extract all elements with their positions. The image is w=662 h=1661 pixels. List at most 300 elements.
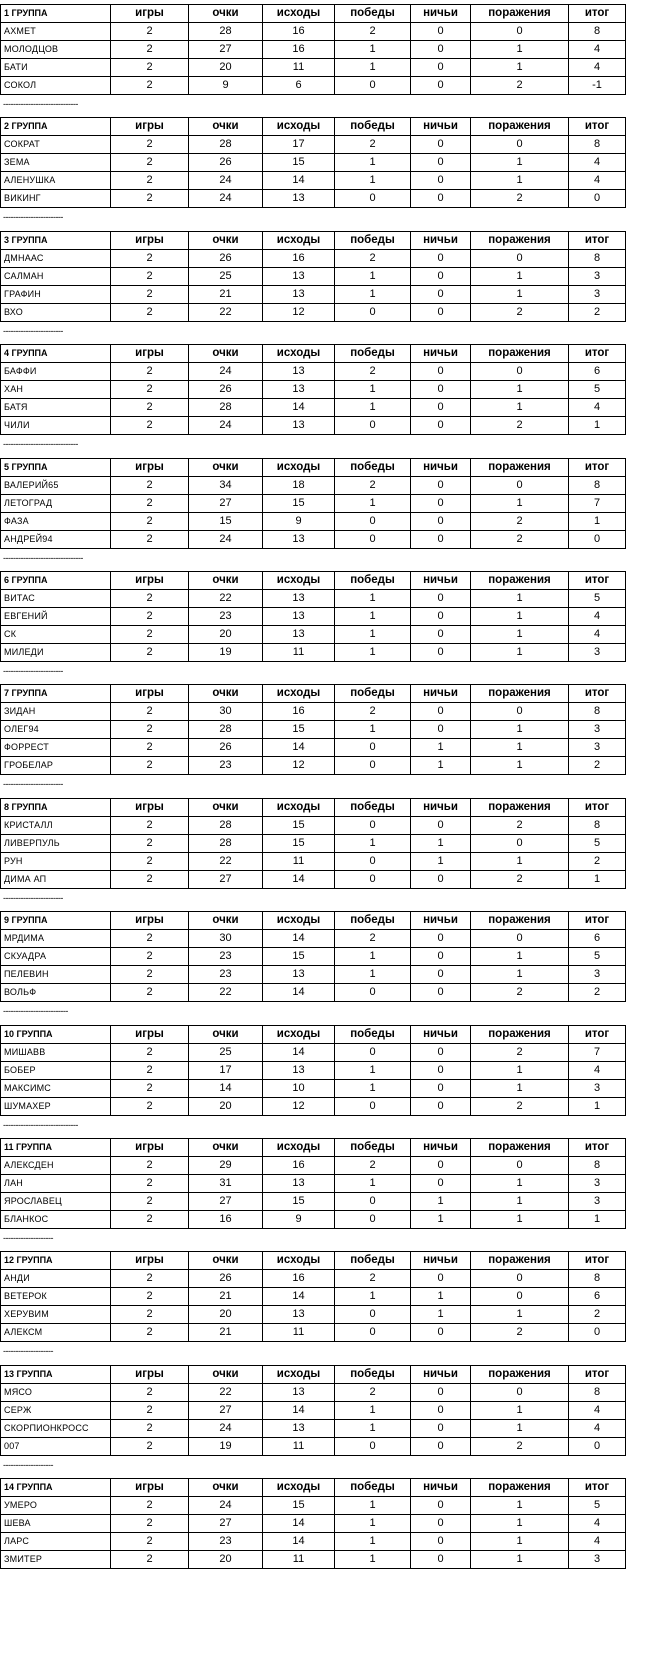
column-header: итог	[569, 1252, 626, 1270]
table-row	[1, 136, 626, 154]
stat-cell: 2	[335, 703, 411, 721]
stat-cell: 14	[263, 1043, 335, 1061]
table-row	[1, 930, 626, 948]
column-header: ничьи	[411, 118, 471, 136]
stat-cell: 13	[263, 966, 335, 984]
stat-cell: 1	[411, 1193, 471, 1211]
stat-cell: 15	[263, 948, 335, 966]
table-row	[1, 476, 626, 494]
stat-cell: 1	[471, 721, 569, 739]
column-header: игры	[111, 1365, 189, 1383]
stat-cell: 14	[263, 930, 335, 948]
stat-cell: 0	[471, 136, 569, 154]
stat-cell: 9	[263, 1211, 335, 1229]
column-header: поражения	[471, 912, 569, 930]
stat-cell: 1	[471, 1533, 569, 1551]
stat-cell: 0	[411, 1551, 471, 1569]
column-header: поражения	[471, 1252, 569, 1270]
column-header: итог	[569, 912, 626, 930]
stat-cell: 0	[411, 1079, 471, 1097]
stat-cell: 11	[263, 1551, 335, 1569]
column-header: победы	[335, 1479, 411, 1497]
stat-cell: 2	[471, 1097, 569, 1115]
stat-cell: 1	[471, 41, 569, 59]
stat-cell: 1	[471, 608, 569, 626]
stat-cell: 1	[471, 399, 569, 417]
stat-cell: 0	[471, 476, 569, 494]
stat-cell: 25	[189, 267, 263, 285]
player-name: ПЕЛЕВИН	[1, 966, 111, 984]
group-title: 3 ГРУППА	[1, 231, 111, 249]
table-row	[1, 77, 626, 95]
group-title: 1 ГРУППА	[1, 5, 111, 23]
player-name: УМЕРО	[1, 1497, 111, 1515]
stat-cell: 1	[471, 948, 569, 966]
column-header: итог	[569, 798, 626, 816]
column-header: игры	[111, 345, 189, 363]
stat-cell: 2	[111, 41, 189, 59]
group-table	[0, 344, 626, 435]
stat-cell: 0	[411, 494, 471, 512]
player-name: МИШАВВ	[1, 1043, 111, 1061]
stat-cell: 8	[569, 476, 626, 494]
stat-cell: 1	[411, 1288, 471, 1306]
stat-cell: 2	[111, 494, 189, 512]
player-name: САЛМАН	[1, 267, 111, 285]
group-separator: ------------------------------	[3, 99, 78, 109]
stat-cell: 13	[263, 530, 335, 548]
stat-cell: 13	[263, 363, 335, 381]
stat-cell: 3	[569, 267, 626, 285]
stat-cell: 0	[335, 852, 411, 870]
stat-cell: 24	[189, 1497, 263, 1515]
stat-cell: 0	[335, 757, 411, 775]
stat-cell: 12	[263, 757, 335, 775]
stat-cell: 2	[111, 1270, 189, 1288]
stat-cell: 2	[111, 303, 189, 321]
player-name: ЗМИТЕР	[1, 1551, 111, 1569]
stat-cell: 9	[189, 77, 263, 95]
stat-cell: 0	[411, 1437, 471, 1455]
player-name: ГРОБЕЛАР	[1, 757, 111, 775]
column-header: итог	[569, 1139, 626, 1157]
stat-cell: 34	[189, 476, 263, 494]
stat-cell: 28	[189, 399, 263, 417]
table-row	[1, 1419, 626, 1437]
stat-cell: 1	[411, 1306, 471, 1324]
column-header: поражения	[471, 798, 569, 816]
stat-cell: 1	[335, 1533, 411, 1551]
column-header: исходы	[263, 345, 335, 363]
stat-cell: 2	[471, 984, 569, 1002]
stat-cell: 1	[411, 834, 471, 852]
stat-cell: 3	[569, 721, 626, 739]
stat-cell: 2	[111, 984, 189, 1002]
stat-cell: 15	[189, 512, 263, 530]
group-header-row	[1, 1252, 626, 1270]
stat-cell: 6	[569, 363, 626, 381]
player-name: СКОРПИОНКРОСС	[1, 1419, 111, 1437]
stat-cell: 0	[471, 249, 569, 267]
player-name: ЧИЛИ	[1, 417, 111, 435]
stat-cell: 1	[335, 1288, 411, 1306]
column-header: исходы	[263, 798, 335, 816]
column-header: итог	[569, 5, 626, 23]
stat-cell: 11	[263, 1437, 335, 1455]
stat-cell: 2	[111, 1515, 189, 1533]
stat-cell: 0	[471, 703, 569, 721]
stat-cell: 2	[471, 512, 569, 530]
stat-cell: 30	[189, 703, 263, 721]
stat-cell: 27	[189, 1193, 263, 1211]
stat-cell: 1	[335, 381, 411, 399]
column-header: ничьи	[411, 1139, 471, 1157]
stat-cell: 13	[263, 285, 335, 303]
table-row	[1, 267, 626, 285]
column-header: исходы	[263, 5, 335, 23]
column-header: игры	[111, 798, 189, 816]
stat-cell: 3	[569, 1193, 626, 1211]
stat-cell: 2	[111, 1401, 189, 1419]
table-row	[1, 703, 626, 721]
stat-cell: 1	[335, 1497, 411, 1515]
stat-cell: 0	[411, 512, 471, 530]
stat-cell: 2	[111, 966, 189, 984]
stat-cell: 0	[411, 966, 471, 984]
stat-cell: 1	[335, 608, 411, 626]
stat-cell: 24	[189, 363, 263, 381]
column-header: победы	[335, 345, 411, 363]
table-row	[1, 739, 626, 757]
player-name: БАТИ	[1, 59, 111, 77]
table-row	[1, 1533, 626, 1551]
table-row	[1, 41, 626, 59]
stat-cell: 1	[335, 590, 411, 608]
group-title: 9 ГРУППА	[1, 912, 111, 930]
stat-cell: 0	[411, 816, 471, 834]
stat-cell: 2	[111, 136, 189, 154]
player-name: СОКОЛ	[1, 77, 111, 95]
column-header: поражения	[471, 1025, 569, 1043]
player-name: АЛЕКСМ	[1, 1324, 111, 1342]
stat-cell: 0	[569, 190, 626, 208]
stat-cell: 28	[189, 136, 263, 154]
stat-cell: 0	[411, 948, 471, 966]
player-name: ДМНААС	[1, 249, 111, 267]
column-header: победы	[335, 1252, 411, 1270]
stat-cell: 1	[471, 1211, 569, 1229]
column-header: ничьи	[411, 798, 471, 816]
group-title: 5 ГРУППА	[1, 458, 111, 476]
stat-cell: 19	[189, 1437, 263, 1455]
stat-cell: 0	[411, 608, 471, 626]
stat-cell: 8	[569, 249, 626, 267]
stat-cell: 1	[335, 494, 411, 512]
column-header: ничьи	[411, 1252, 471, 1270]
stat-cell: 1	[411, 739, 471, 757]
stat-cell: 1	[335, 834, 411, 852]
player-name: МРДИМА	[1, 930, 111, 948]
column-header: очки	[189, 1252, 263, 1270]
group-separator: ------------------------	[3, 892, 63, 903]
stat-cell: 22	[189, 984, 263, 1002]
column-header: игры	[111, 1139, 189, 1157]
stat-cell: 1	[471, 1515, 569, 1533]
column-header: поражения	[471, 345, 569, 363]
column-header: очки	[189, 118, 263, 136]
player-name: СКУАДРА	[1, 948, 111, 966]
group-title: 12 ГРУППА	[1, 1252, 111, 1270]
stat-cell: 2	[569, 1306, 626, 1324]
stat-cell: 14	[263, 1515, 335, 1533]
group-table	[0, 458, 626, 549]
stat-cell: 2	[471, 1437, 569, 1455]
stat-cell: 4	[569, 59, 626, 77]
stat-cell: 2	[111, 381, 189, 399]
player-name: ВОЛЬФ	[1, 984, 111, 1002]
stat-cell: 19	[189, 644, 263, 662]
stat-cell: 0	[411, 703, 471, 721]
stat-cell: 4	[569, 172, 626, 190]
stat-cell: 27	[189, 41, 263, 59]
stat-cell: 13	[263, 608, 335, 626]
stat-cell: 28	[189, 721, 263, 739]
stat-cell: 14	[263, 399, 335, 417]
stat-cell: 15	[263, 721, 335, 739]
column-header: исходы	[263, 118, 335, 136]
stat-cell: 0	[471, 23, 569, 41]
stat-cell: 0	[335, 1211, 411, 1229]
table-row	[1, 644, 626, 662]
player-name: РУН	[1, 852, 111, 870]
table-row	[1, 363, 626, 381]
column-header: поражения	[471, 572, 569, 590]
stat-cell: 2	[471, 816, 569, 834]
stat-cell: 2	[111, 1175, 189, 1193]
table-row	[1, 1551, 626, 1569]
column-header: поражения	[471, 231, 569, 249]
stat-cell: 1	[335, 1061, 411, 1079]
stat-cell: 1	[335, 1175, 411, 1193]
column-header: поражения	[471, 1479, 569, 1497]
stat-cell: 2	[335, 249, 411, 267]
stat-cell: 12	[263, 303, 335, 321]
stat-cell: 2	[111, 399, 189, 417]
stat-cell: 14	[189, 1079, 263, 1097]
stat-cell: 22	[189, 852, 263, 870]
stat-cell: 2	[111, 816, 189, 834]
stat-cell: 2	[111, 1288, 189, 1306]
table-row	[1, 1497, 626, 1515]
stat-cell: 27	[189, 1515, 263, 1533]
stat-cell: 13	[263, 626, 335, 644]
stat-cell: 26	[189, 739, 263, 757]
stat-cell: 6	[569, 1288, 626, 1306]
stat-cell: 0	[471, 1288, 569, 1306]
column-header: очки	[189, 345, 263, 363]
stat-cell: 15	[263, 1193, 335, 1211]
stat-cell: 7	[569, 494, 626, 512]
stat-cell: 2	[111, 1497, 189, 1515]
group-separator: ------------------------------	[3, 1119, 78, 1130]
stat-cell: 0	[411, 1175, 471, 1193]
stat-cell: 8	[569, 23, 626, 41]
stat-cell: 16	[263, 23, 335, 41]
player-name: ВХО	[1, 303, 111, 321]
stat-cell: 2	[111, 1079, 189, 1097]
table-row	[1, 530, 626, 548]
stat-cell: 14	[263, 1533, 335, 1551]
stat-cell: 2	[111, 1306, 189, 1324]
stat-cell: 4	[569, 41, 626, 59]
column-header: исходы	[263, 572, 335, 590]
player-name: СОКРАТ	[1, 136, 111, 154]
stat-cell: 2	[111, 1097, 189, 1115]
stat-cell: 1	[471, 1061, 569, 1079]
column-header: итог	[569, 118, 626, 136]
group-separator: --------------------	[3, 1459, 53, 1470]
player-name: ФАЗА	[1, 512, 111, 530]
stat-cell: 0	[411, 984, 471, 1002]
stat-cell: 2	[111, 1437, 189, 1455]
table-row	[1, 172, 626, 190]
stat-cell: 1	[335, 626, 411, 644]
stat-cell: 22	[189, 303, 263, 321]
stat-cell: 0	[411, 417, 471, 435]
stat-cell: 14	[263, 870, 335, 888]
stat-cell: 28	[189, 23, 263, 41]
stat-cell: 1	[335, 59, 411, 77]
stat-cell: 11	[263, 1324, 335, 1342]
group-table	[0, 1365, 626, 1456]
stat-cell: 0	[471, 834, 569, 852]
stat-cell: 13	[263, 1383, 335, 1401]
column-header: исходы	[263, 1252, 335, 1270]
column-header: очки	[189, 231, 263, 249]
stat-cell: 24	[189, 417, 263, 435]
stat-cell: 24	[189, 1419, 263, 1437]
player-name: АХМЕТ	[1, 23, 111, 41]
stat-cell: 1	[335, 172, 411, 190]
group-title: 6 ГРУППА	[1, 572, 111, 590]
stat-cell: 15	[263, 154, 335, 172]
group-table	[0, 117, 626, 208]
stat-cell: 2	[111, 476, 189, 494]
table-row	[1, 494, 626, 512]
stat-cell: 0	[335, 1097, 411, 1115]
stat-cell: 14	[263, 1401, 335, 1419]
stat-cell: 0	[411, 77, 471, 95]
stat-cell: 2	[335, 1383, 411, 1401]
stat-cell: 2	[569, 984, 626, 1002]
stat-cell: 2	[111, 1157, 189, 1175]
stat-cell: 27	[189, 494, 263, 512]
stat-cell: 11	[263, 59, 335, 77]
stat-cell: 2	[335, 1157, 411, 1175]
column-header: игры	[111, 231, 189, 249]
column-header: очки	[189, 798, 263, 816]
stat-cell: 1	[471, 381, 569, 399]
stat-cell: 0	[411, 1270, 471, 1288]
column-header: итог	[569, 1479, 626, 1497]
stat-cell: 2	[335, 136, 411, 154]
group-table	[0, 571, 626, 662]
stat-cell: 13	[263, 190, 335, 208]
column-header: игры	[111, 458, 189, 476]
stat-cell: 6	[569, 930, 626, 948]
stat-cell: 17	[189, 1061, 263, 1079]
group-separator: --------------------	[3, 1346, 53, 1357]
stat-cell: 1	[471, 1401, 569, 1419]
column-header: итог	[569, 345, 626, 363]
stat-cell: 0	[411, 1497, 471, 1515]
stat-cell: 15	[263, 834, 335, 852]
column-header: игры	[111, 1252, 189, 1270]
stat-cell: 15	[263, 816, 335, 834]
stat-cell: 14	[263, 984, 335, 1002]
stat-cell: 2	[111, 1211, 189, 1229]
group-title: 2 ГРУППА	[1, 118, 111, 136]
stat-cell: 16	[263, 1270, 335, 1288]
player-name: БОБЕР	[1, 1061, 111, 1079]
player-name: ЛАН	[1, 1175, 111, 1193]
stat-cell: 4	[569, 608, 626, 626]
stat-cell: 20	[189, 59, 263, 77]
stat-cell: 16	[263, 703, 335, 721]
stat-cell: 8	[569, 136, 626, 154]
stat-cell: 20	[189, 1097, 263, 1115]
column-header: игры	[111, 1479, 189, 1497]
table-row	[1, 590, 626, 608]
player-name: ЛИВЕРПУЛЬ	[1, 834, 111, 852]
stat-cell: 2	[111, 930, 189, 948]
stat-cell: 0	[411, 1157, 471, 1175]
stat-cell: 2	[111, 703, 189, 721]
stat-cell: 2	[111, 1324, 189, 1342]
stat-cell: 1	[569, 1211, 626, 1229]
table-row	[1, 417, 626, 435]
column-header: ничьи	[411, 458, 471, 476]
stat-cell: 0	[335, 1043, 411, 1061]
stat-cell: 2	[471, 303, 569, 321]
column-header: игры	[111, 572, 189, 590]
column-header: исходы	[263, 1025, 335, 1043]
stat-cell: 13	[263, 1175, 335, 1193]
table-row	[1, 59, 626, 77]
player-name: АЛЕНУШКА	[1, 172, 111, 190]
stat-cell: 30	[189, 930, 263, 948]
stat-cell: 2	[471, 870, 569, 888]
stat-cell: 2	[111, 1043, 189, 1061]
column-header: исходы	[263, 231, 335, 249]
stat-cell: 2	[111, 285, 189, 303]
stat-cell: 13	[263, 381, 335, 399]
stat-cell: 13	[263, 417, 335, 435]
column-header: исходы	[263, 1139, 335, 1157]
stat-cell: 21	[189, 1324, 263, 1342]
stat-cell: 28	[189, 816, 263, 834]
stat-cell: 2	[111, 249, 189, 267]
table-row	[1, 1079, 626, 1097]
player-name: АНДРЕЙ94	[1, 530, 111, 548]
stat-cell: 1	[471, 267, 569, 285]
stat-cell: 1	[335, 966, 411, 984]
stat-cell: 0	[411, 363, 471, 381]
player-name: ШУМАХЕР	[1, 1097, 111, 1115]
stat-cell: 1	[335, 948, 411, 966]
column-header: исходы	[263, 685, 335, 703]
stat-cell: 2	[111, 363, 189, 381]
